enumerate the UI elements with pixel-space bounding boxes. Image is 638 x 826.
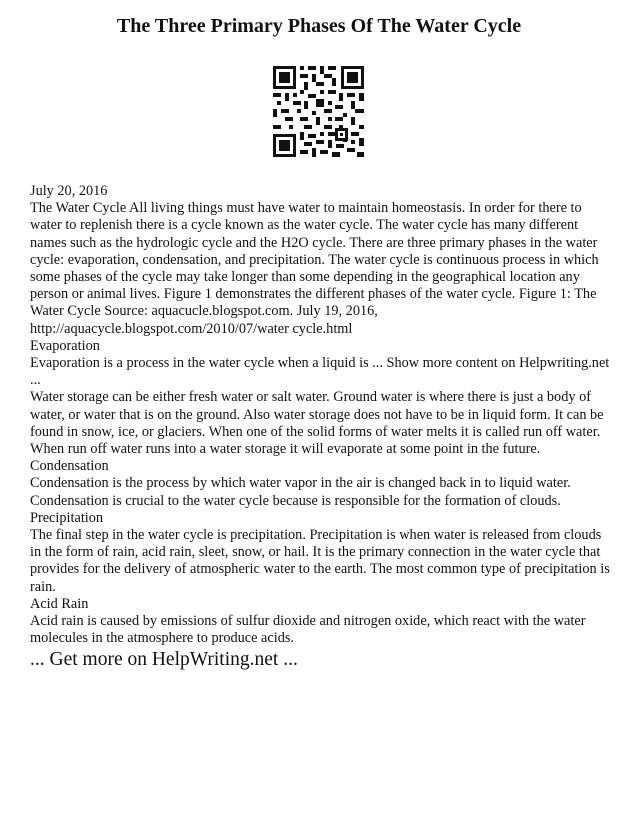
intro-paragraph: The Water Cycle All living things must have water to maintain homeostasis. In order for there to water to replenish there is a cycle known as the water cycle. The water cycle has many different names such as the hydrologic cycle and the H2O cycle. There are three primary phases in the water cycle: evaporation, condensation, and precipitation. The water cycle is continuous process in which some phases of the cycle may take longer than some depending in the geographical location any person or animal lives. Figure 1 demonstrates the different phases of the water cycle. Figure 1: The Water Cycle Source: aquacucle.blogspot.com. July 19, 2016, http://aquacycle.blogspot.com/2010/07/water cycle.html [30,200,599,337]
section-body-precipitation: The final step in the water cycle is precipitation. Precipitation is when water is released from clouds in the form of rain, acid rain, sleet, snow, or hail. It is the primary connection in the water cycle that provides for the delivery of atmospheric water to the earth. The most common type of precipitation is rain. [30,527,610,595]
page-title: The Three Primary Phases Of The Water Cycle [116,15,522,37]
qr-code-icon [273,66,364,157]
get-more-link[interactable]: ... Get more on HelpWriting.net ... [30,649,298,670]
section-heading-condensation: Condensation [30,458,109,475]
section-body-acid-rain: Acid rain is caused by emissions of sulfur dioxide and nitrogen oxide, which react with the water molecules in the atmosphere to produce acids. [30,613,586,647]
section-heading-precipitation: Precipitation [30,509,104,526]
section-heading-evaporation: Evaporation [30,337,100,354]
section-body-condensation: Condensation is the process by which water vapor in the air is changed back in to liquid water. Condensation is crucial to the water cycle because is responsible for the formation of clouds. [30,475,571,509]
section-heading-acid-rain: Acid Rain [30,595,89,612]
article-date: July 20, 2016 [30,183,108,199]
section-body-water-storage: Water storage can be either fresh water or salt water. Ground water is where there is just a body of water, or water that is on the ground. Also water storage does not have to be in liquid form. It can be found in snow, ice, or glaciers. When one of the solid forms of water melts it is called run off water. When run off water runs into a water storage it will evaporate at some point in the future. [30,389,604,458]
qr-code-graphic [273,66,364,157]
article-body [30,183,610,647]
section-body-evaporation: Evaporation is a process in the water cycle when a liquid is ... Show more content on Helpwriting.net ... [30,355,610,389]
